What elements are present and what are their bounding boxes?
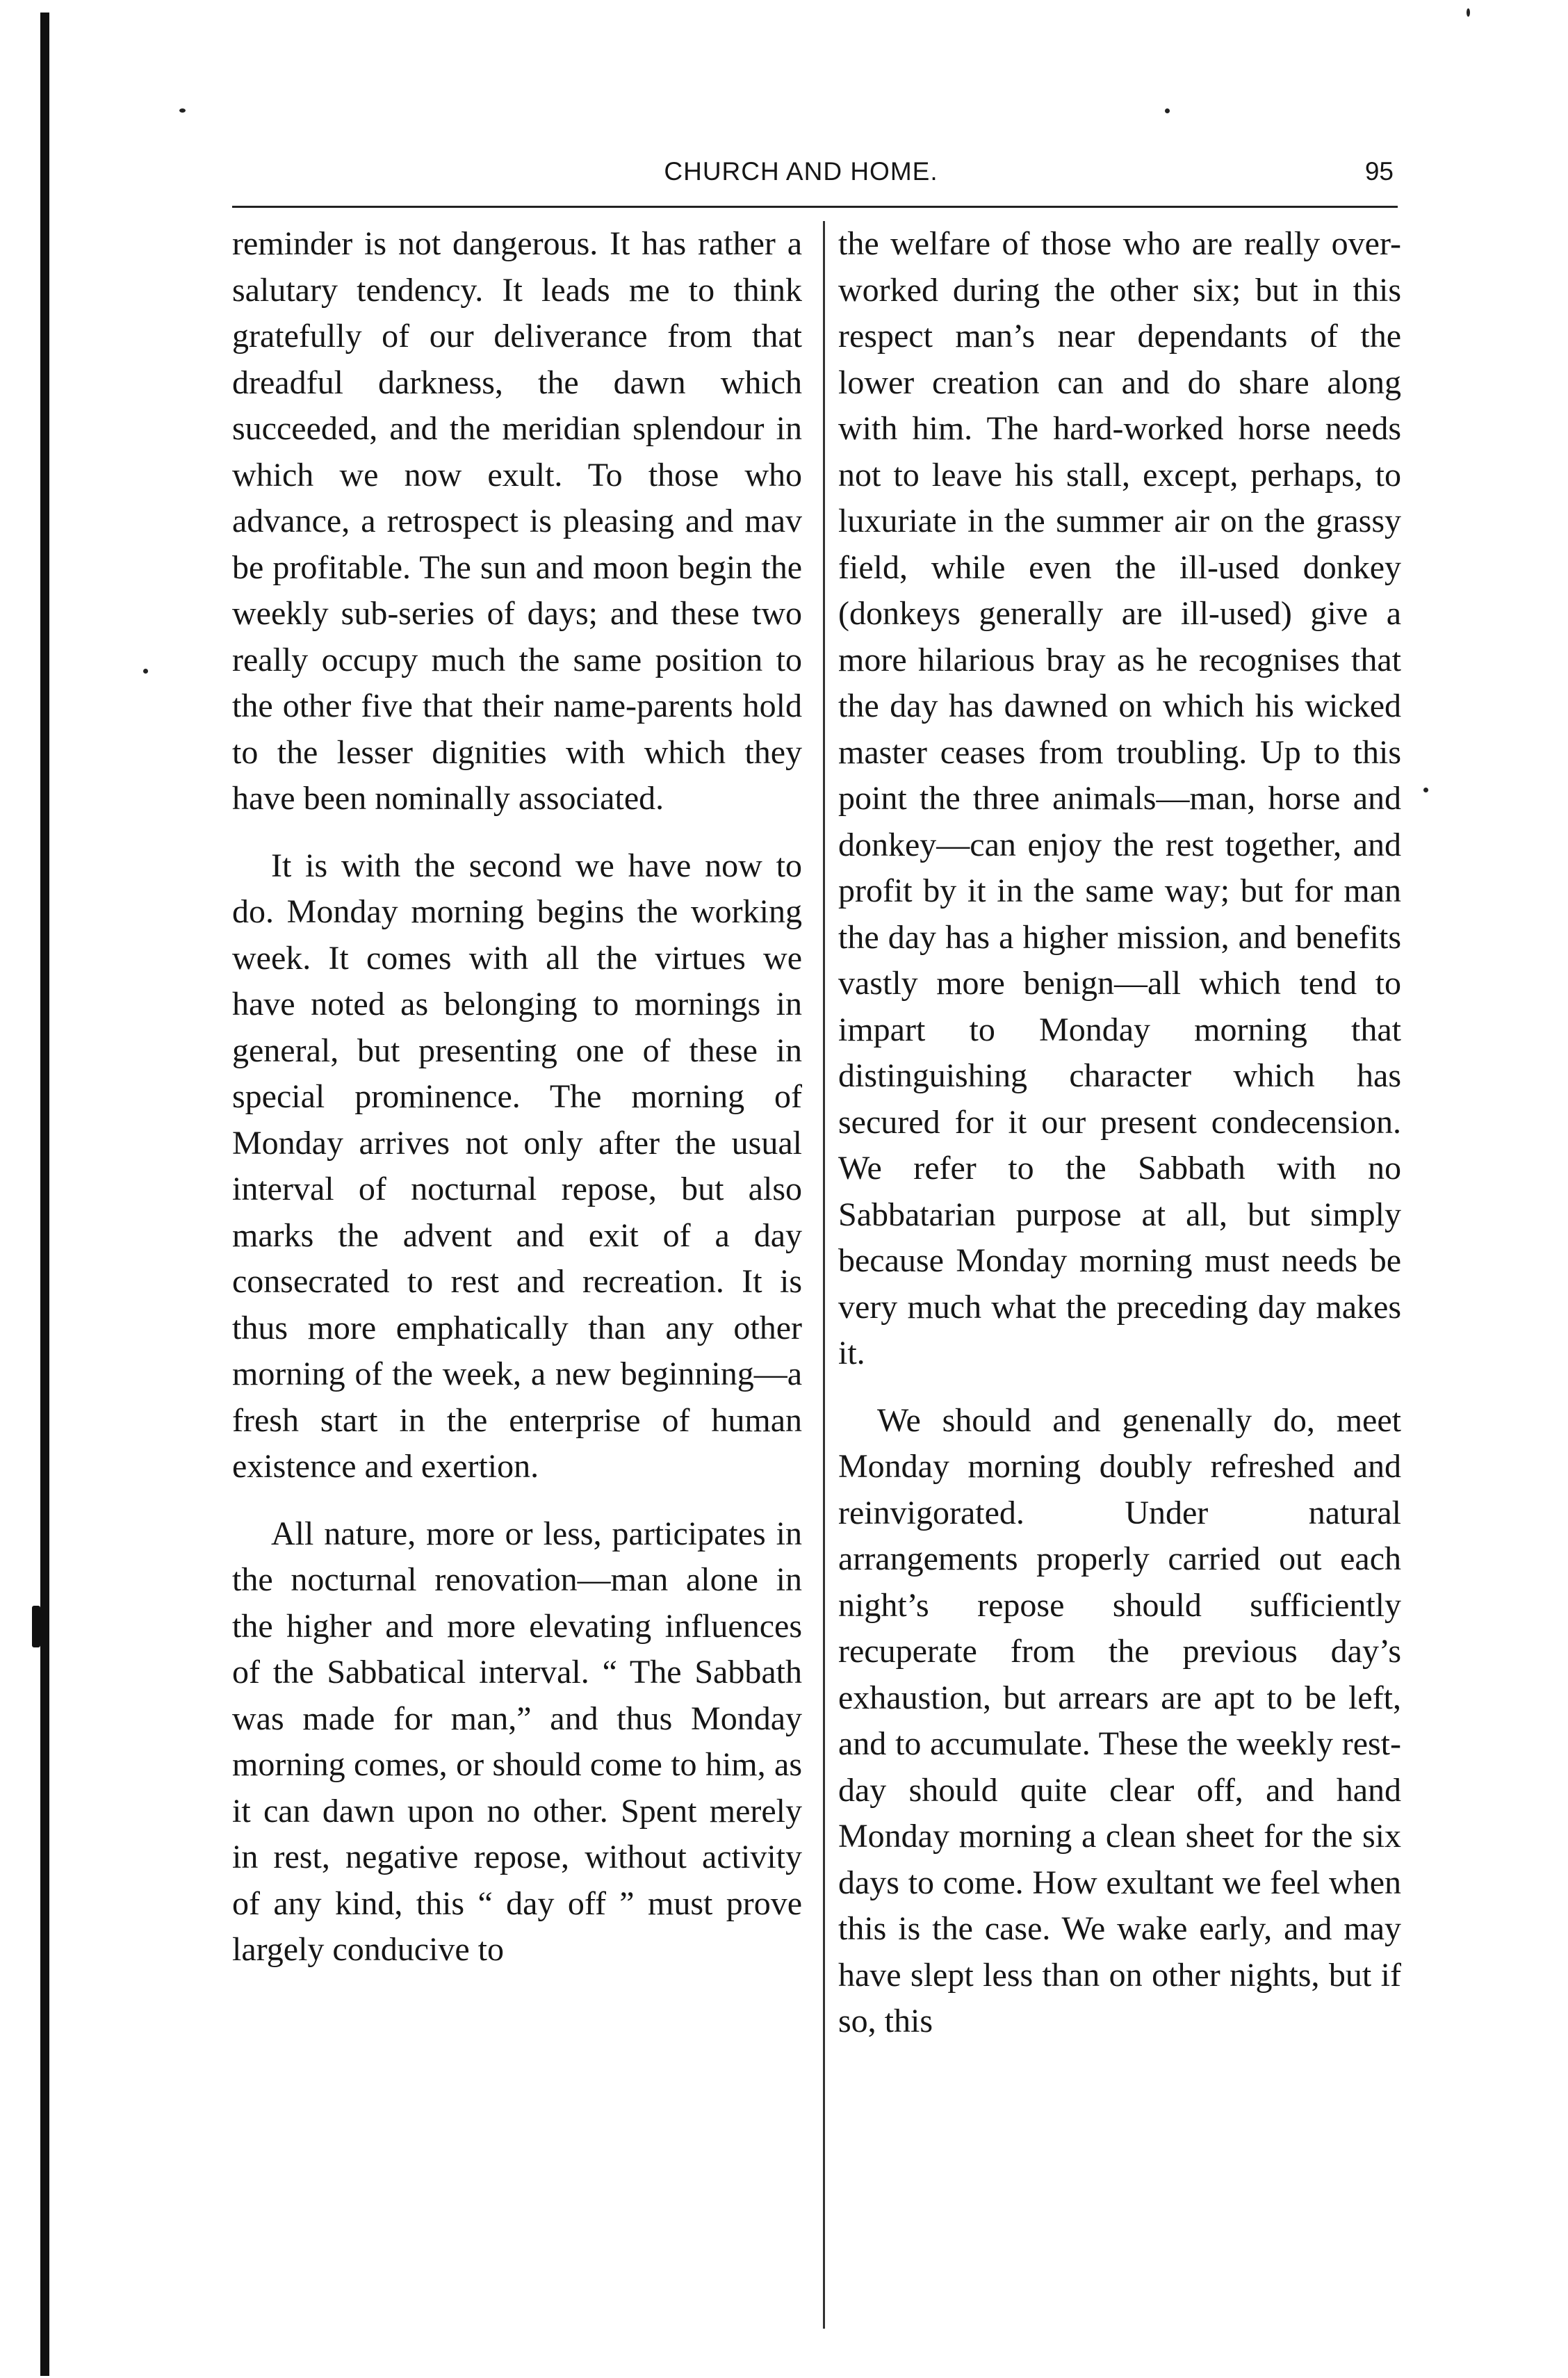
binding-edge	[40, 13, 49, 2376]
header-rule	[232, 206, 1398, 208]
right-column	[838, 221, 1401, 2066]
column-divider	[823, 221, 825, 2329]
binding-mark	[32, 1606, 40, 1647]
scan-speck	[143, 669, 148, 674]
scan-speck	[179, 108, 186, 113]
paragraph: We should and genenally do, meet Monday morning doubly refreshed and reinvigorated. Under natural arrangements properly carried out each night’s repose should sufficiently recuperate from the previous day’s exhaustion, but arrears are apt to be left, and to accumulate. These the weekly rest-day should quite clear off, and hand Monday morning a clean sheet for the six days to come. How exultant we feel when this is the case. We wake early, and may have slept less than on other nights, but if so, this	[838, 1401, 1401, 2039]
paragraph: the welfare of those who are really over-worked during the other six; but in this respect man’s near dependants of the lower creation can and do share along with him. The hard-worked horse needs not to leave his stall, except, perhaps, to luxuriate in the summer air on the grassy field, while even the ill-used donkey (donkeys generally are ill-used) give a more hilarious bray as he recognises that the day has dawned on which his wicked master ceases from troubling. Up to this point the three animals—man, horse and donkey—can enjoy the rest together, and profit by it in the same way; but for man the day has a higher mission, and benefits vastly more benign—all which tend to impart to Monday morning that distinguishing character which has secured for it our present condecension. We refer to the Sabbath with no Sabbatarian purpose at all, but simply because Monday morning must needs be very much what the preceding day makes it.	[838, 225, 1401, 1371]
paragraph: It is with the second we have now to do. Monday morning begins the working week. It comes with all the virtues we have noted as belonging to mornings in general, but presenting one of these in special prominence. The morning of Monday arrives not only after the usual interval of nocturnal repose, but also marks the advent and exit of a day consecrated to rest and recreation. It is thus more emphatically than any other morning of the week, a new beginning—a fresh start in the enterprise of human existence and exertion.	[232, 847, 802, 1485]
paragraph: All nature, more or less, participates in the nocturnal renovation—man alone in the higher and more elevating influences of the Sabbatical interval. “ The Sabbath was made for man,” and thus Monday morning comes, or should come to him, as it can dawn upon no other. Spent merely in rest, negative repose, without activity of any kind, this “ day off ” must prove largely conducive to	[232, 1515, 802, 1968]
running-title: CHURCH AND HOME.	[664, 157, 938, 186]
scan-speck	[1467, 8, 1470, 17]
scan-speck	[1423, 788, 1428, 792]
scan-speck	[1165, 108, 1170, 113]
left-column	[232, 221, 802, 1994]
paragraph: reminder is not dangerous. It has rather a salutary tendency. It leads me to think gratefully of our deliverance from that dreadful darkness, the dawn which succeeded, and the meridian splendour in which we now exult. To those who advance, a retrospect is pleasing and mav be profitable. The sun and moon begin the weekly sub-series of days; and these two really occupy much the same position to the other five that their name-parents hold to the lesser dignities with which they have been nominally associated.	[232, 225, 802, 817]
running-header	[209, 152, 1394, 193]
page-number: 95	[1364, 157, 1394, 186]
